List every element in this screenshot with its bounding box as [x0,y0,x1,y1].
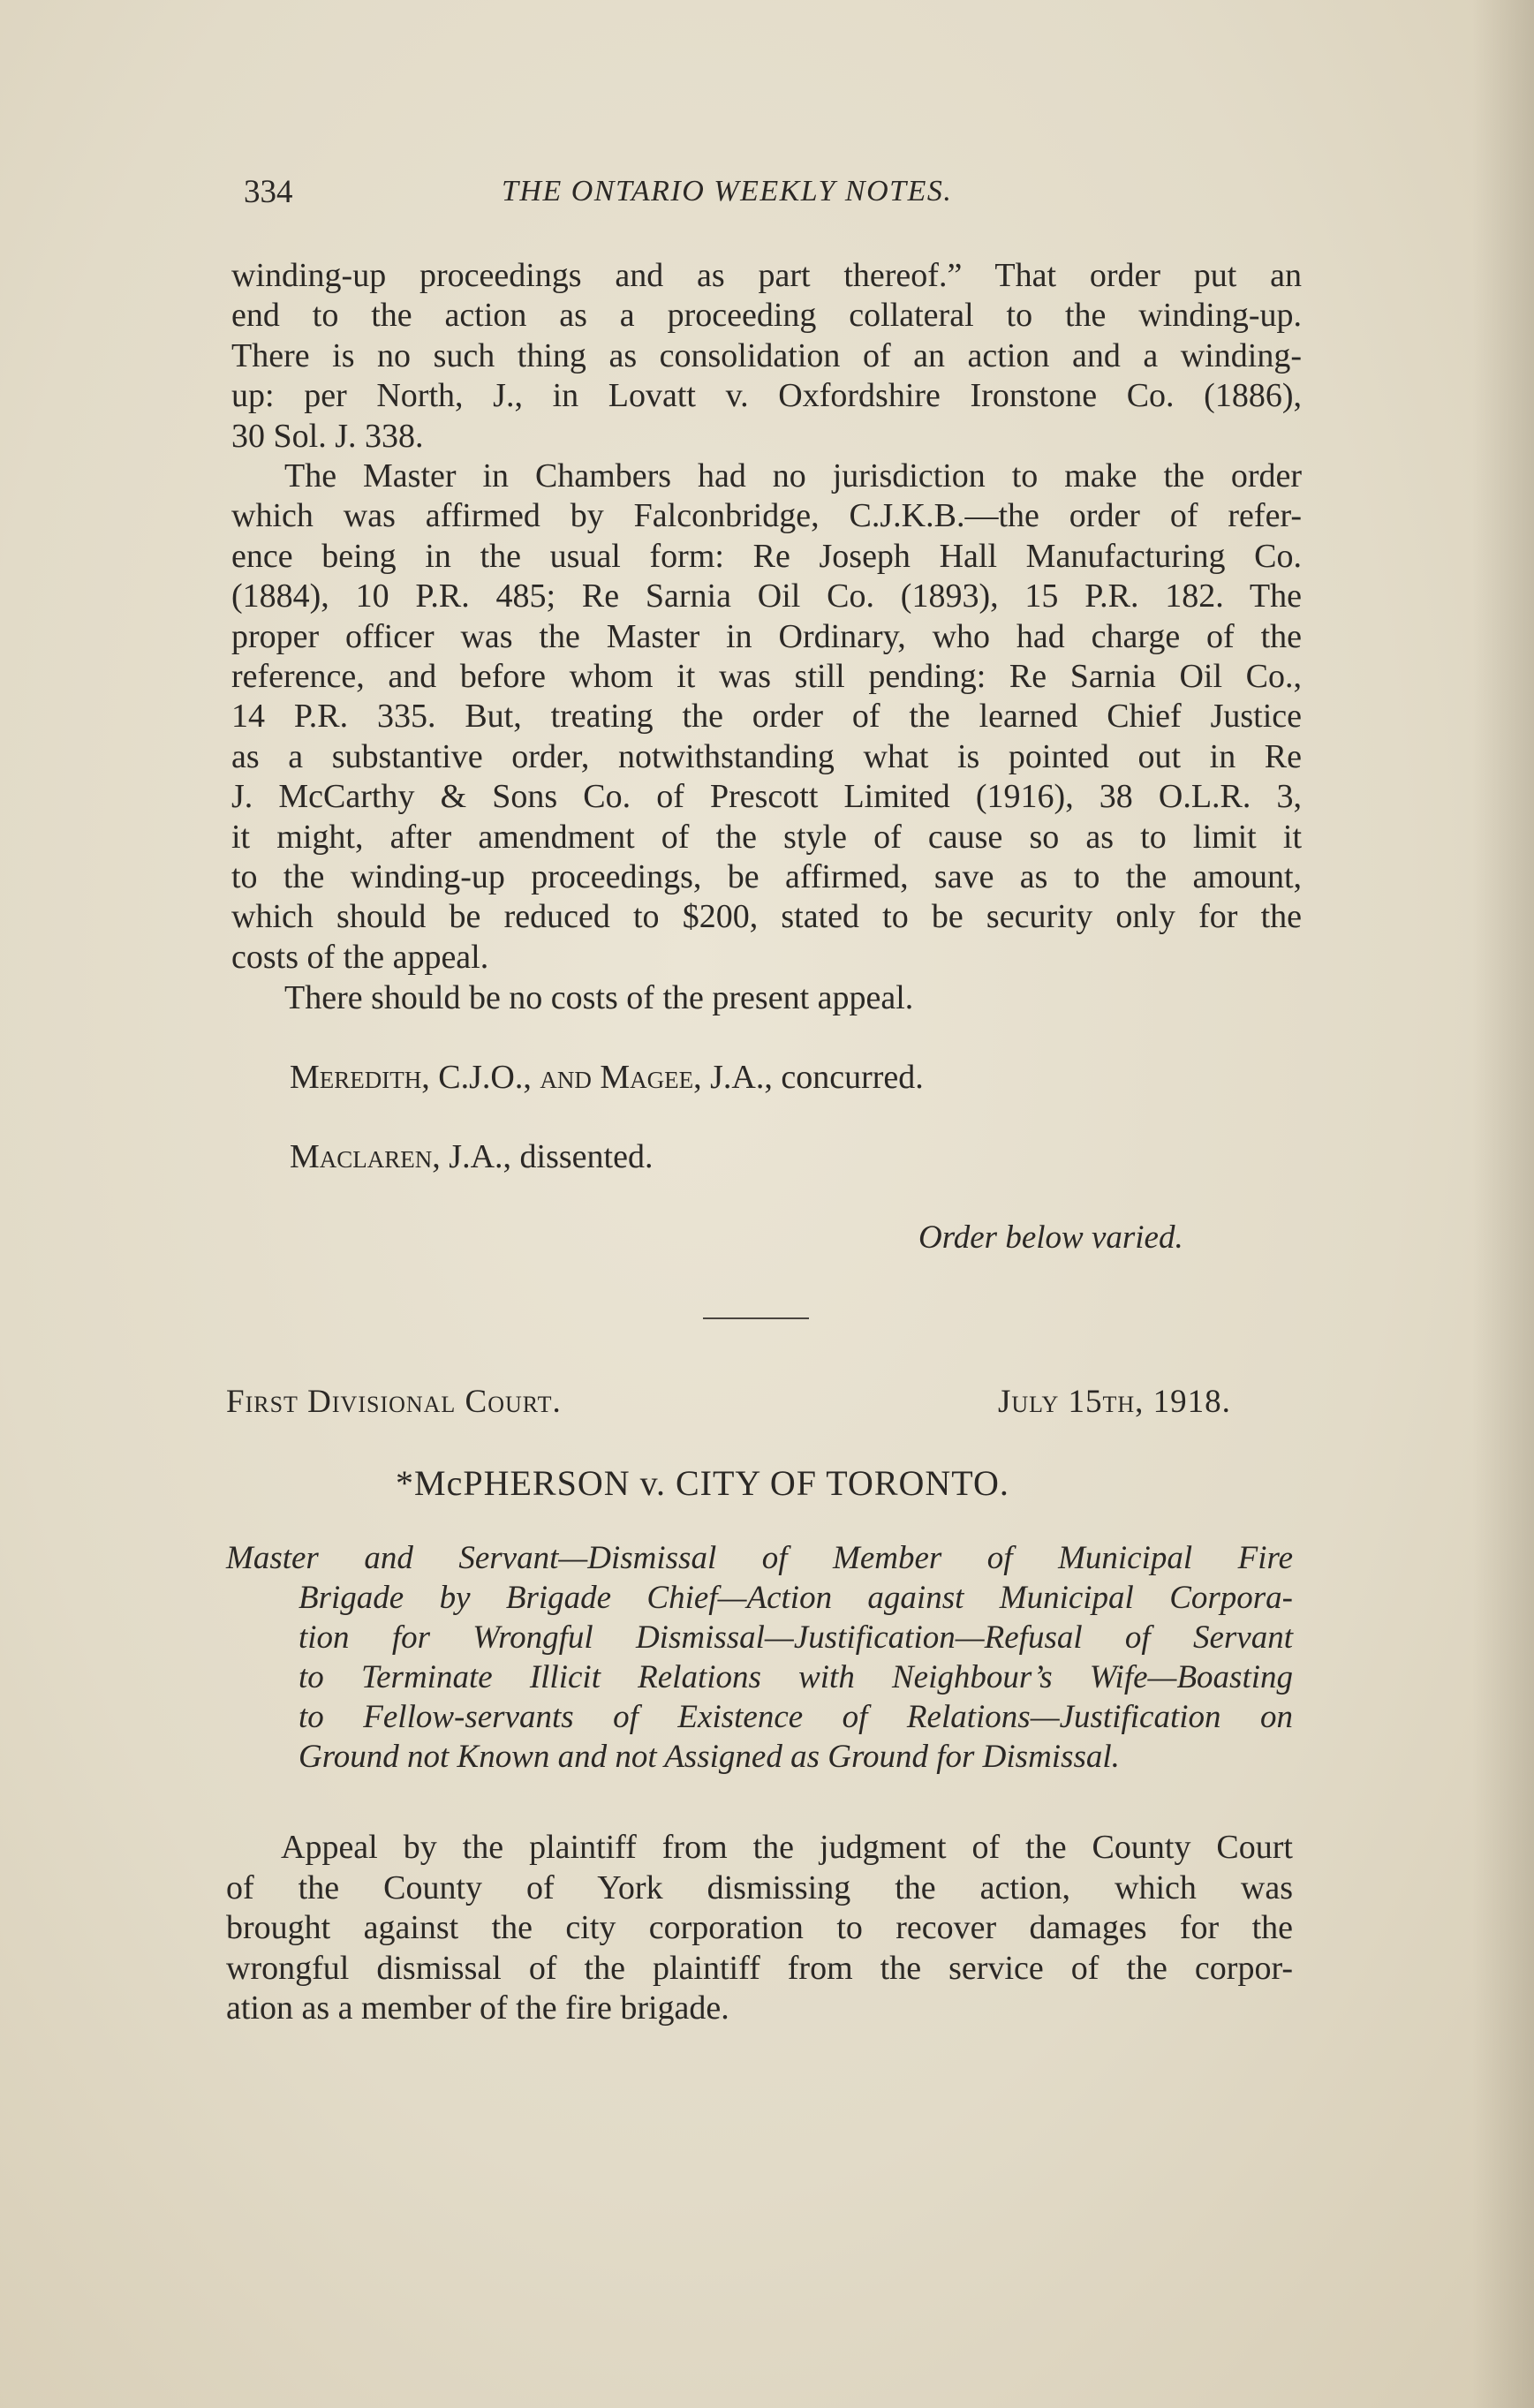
text-line: which was affirmed by Falconbridge, C.J.K.B.—the order of refer- [231,497,1302,535]
concurrence-line [290,1058,924,1097]
text-line: 14 P.R. 335. But, treating the order of the learned Chief Justice [231,698,1302,736]
dissent-line [290,1137,653,1176]
text-line: ence being in the usual form: Re Joseph Hall Manufacturing Co. [231,537,1302,575]
appeal-statement [226,1828,1293,2029]
section-divider [703,1317,809,1319]
headnote-line: to Terminate Illicit Relations with Neighbour’s Wife—Boasting [298,1659,1293,1695]
paragraph-costs [231,978,1302,1018]
text-line: winding-up proceedings and as part thereof.” That order put an [231,257,1302,294]
page-edge-shadow [1472,0,1534,2408]
text-line: which should be reduced to $200, stated to be security only for the [231,898,1302,936]
text-line: it might, after amendment of the style of cause so as to limit it [231,818,1302,856]
text-line: to the winding-up proceedings, be affirmed, save as to the amount, [231,858,1302,896]
text-line: There is no such thing as consolidation of an action and a winding- [231,336,1302,374]
dissenting-judge: Maclaren, J.A., [290,1138,512,1175]
text-line: up: per North, J., in Lovatt v. Oxfordshire Ironstone Co. (1886), [231,377,1302,415]
court-name: First Divisional Court. [226,1384,562,1420]
dissent-verb: dissented. [519,1138,654,1175]
page-number: 334 [244,174,293,210]
text-line: There should be no costs of the present appeal. [284,979,914,1016]
text-line: reference, and before whom it was still pending: Re Sarnia Oil Co., [231,658,1302,696]
disposition: Order below varied. [918,1219,1183,1256]
text-line: Appeal by the plaintiff from the judgment of the County Court [281,1829,1293,1866]
running-title: THE ONTARIO WEEKLY NOTES. [502,175,953,208]
paragraph-jurisdiction [231,457,1302,978]
concurring-judges: Meredith, C.J.O., and Magee, J.A., [290,1059,773,1096]
concurrence-verb: concurred. [781,1059,924,1096]
text-line: of the County of York dismissing the action, which was [226,1868,1293,1906]
headnote-line: Brigade by Brigade Chief—Action against Municipal Corpora- [298,1580,1293,1616]
text-line: costs of the appeal. [231,938,489,976]
text-line: wrongful dismissal of the plaintiff from the service of the corpor- [226,1949,1293,1987]
text-line: brought against the city corporation to recover damages for the [226,1909,1293,1946]
judgment-date: July 15th, 1918. [998,1384,1231,1420]
paragraph-continuation [231,256,1302,457]
headnote-line: Ground not Known and not Assigned as Ground for Dismissal. [298,1739,1120,1775]
text-line: 30 Sol. J. 338. [231,417,424,455]
text-line: The Master in Chambers had no jurisdiction to make the order [284,457,1302,494]
text-line: (1884), 10 P.R. 485; Re Sarnia Oil Co. (1893), 15 P.R. 182. The [231,577,1302,615]
headnote-line: tion for Wrongful Dismissal—Justification—Refusal of Servant [298,1619,1293,1656]
text-line: J. McCarthy & Sons Co. of Prescott Limited (1916), 38 O.L.R. 3, [231,778,1302,816]
headnote-line: to Fellow-servants of Existence of Relations—Justification on [298,1699,1293,1735]
text-line: end to the action as a proceeding collateral to the winding-up. [231,297,1302,335]
headnote [226,1538,1293,1777]
text-line: proper officer was the Master in Ordinary, who had charge of the [231,617,1302,655]
text-line: ation as a member of the fire brigade. [226,1989,729,2027]
headnote-line: Master and Servant—Dismissal of Member of Municipal Fire [226,1540,1293,1576]
text-line: as a substantive order, notwithstanding what is pointed out in Re [231,737,1302,775]
case-title: *McPHERSON v. CITY OF TORONTO. [396,1463,1009,1503]
